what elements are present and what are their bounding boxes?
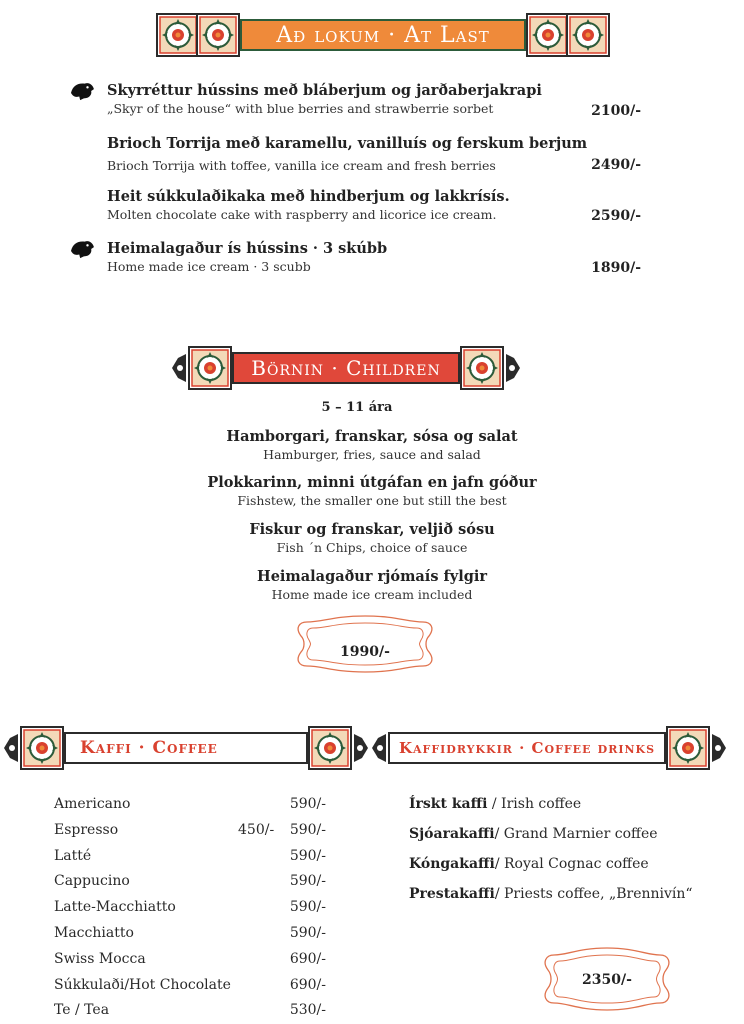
puffin-icon	[68, 80, 96, 102]
dessert-name: Heimalagaður ís hússins · 3 skúbb	[107, 240, 388, 257]
dessert-description: Brioch Torrija with toffee, vanilla ice cream and fresh berries	[107, 158, 496, 173]
coffee-item	[54, 925, 326, 947]
children-item	[0, 520, 744, 556]
children-item	[0, 567, 744, 603]
children-item-description: Fish ´n Chips, choice of sauce	[276, 540, 468, 555]
children-section-title: Börnin · Children	[232, 352, 460, 384]
dessert-description: „Skyr of the house“ with blue berries and strawberrie sorbet	[107, 101, 494, 116]
children-item-name: Hamborgari, franskar, sósa og salat	[226, 428, 518, 445]
coffee-name: Te / Tea	[54, 1002, 110, 1018]
dessert-price: 1890/-	[591, 260, 641, 276]
rosette-ornament-icon	[156, 13, 200, 57]
coffee-drinks-section-title: Kaffidrykkir · Coffee drinks	[388, 732, 666, 764]
dessert-price: 2490/-	[591, 157, 641, 173]
coffee-price: 590/-	[289, 899, 326, 915]
coffee-price: 590/-	[289, 822, 326, 838]
coffee-drink-name: Kóngakaffi	[409, 856, 495, 872]
coffee-price-small: 450/-	[238, 822, 275, 838]
dessert-name: Brioch Torrija með karamellu, vanilluís og ferskum berjum	[107, 135, 588, 152]
coffee-item	[54, 899, 326, 921]
dessert-price: 2590/-	[591, 208, 641, 224]
rosette-ornament-icon	[196, 13, 240, 57]
coffee-item	[54, 822, 326, 844]
children-price: 1990/-	[340, 644, 390, 660]
coffee-price: 590/-	[289, 925, 326, 941]
coffee-drink-description: / Grand Marnier coffee	[494, 826, 658, 842]
children-age	[0, 398, 744, 417]
dessert-name: Heit súkkulaðikaka með hindberjum og lakkrísís.	[107, 188, 510, 205]
puffin-icon	[68, 238, 96, 260]
coffee-price: 590/-	[289, 848, 326, 864]
children-item-description: Hamburger, fries, sauce and salad	[263, 447, 481, 462]
dessert-item	[107, 240, 647, 275]
rosette-ornament-icon	[20, 726, 64, 770]
rosette-ornament-icon	[526, 13, 570, 57]
children-item-description: Fishstew, the smaller one but still the best	[237, 493, 507, 508]
dessert-banner	[156, 13, 610, 57]
dessert-item	[107, 188, 647, 223]
coffee-name: Latté	[54, 848, 92, 864]
coffee-item	[54, 951, 326, 973]
coffee-drink-name: Írskt kaffi	[409, 796, 488, 812]
bracket-ornament-icon	[710, 730, 728, 766]
coffee-price: 590/-	[289, 796, 326, 812]
bracket-ornament-icon	[352, 730, 370, 766]
rosette-ornament-icon	[666, 726, 710, 770]
coffee-drink-item	[409, 856, 649, 872]
coffee-drink-description: / Priests coffee, „Brennivín“	[494, 886, 693, 902]
coffee-name: Swiss Mocca	[54, 951, 146, 967]
coffee-drink-description: / Royal Cognac coffee	[494, 856, 649, 872]
bracket-ornament-icon	[170, 350, 188, 386]
coffee-name: Americano	[54, 796, 131, 812]
coffee-name: Súkkulaði/Hot Chocolate	[54, 977, 231, 993]
coffee-drink-name: Sjóarakaffi	[409, 826, 495, 842]
dessert-description: Home made ice cream · 3 scubb	[107, 259, 311, 274]
dessert-section-title: Að lokum · At Last	[240, 19, 526, 51]
children-item-name: Fiskur og franskar, veljið sósu	[249, 521, 495, 538]
coffee-item	[54, 977, 326, 999]
children-item	[0, 473, 744, 509]
coffee-name: Cappucino	[54, 873, 130, 889]
coffee-drink-item	[409, 886, 693, 902]
dessert-item	[107, 82, 647, 117]
coffee-price: 530/-	[289, 1002, 326, 1018]
rosette-ornament-icon	[460, 346, 504, 390]
coffee-banner	[2, 726, 370, 770]
children-age-text: 5 – 11 ára	[321, 400, 393, 415]
coffee-item	[54, 848, 326, 870]
coffee-drink-item	[409, 796, 581, 812]
coffee-price: 590/-	[289, 873, 326, 889]
bracket-ornament-icon	[370, 730, 388, 766]
coffee-drinks-price: 2350/-	[582, 972, 632, 988]
children-item-description: Home made ice cream included	[271, 587, 473, 602]
coffee-price: 690/-	[289, 977, 326, 993]
bracket-ornament-icon	[504, 350, 522, 386]
coffee-section-title: Kaffi · Coffee	[64, 732, 308, 764]
rosette-ornament-icon	[308, 726, 352, 770]
coffee-drink-description: / Irish coffee	[487, 796, 582, 812]
coffee-name: Latte-Macchiatto	[54, 899, 176, 915]
coffee-drink-item	[409, 826, 658, 842]
coffee-name: Macchiatto	[54, 925, 134, 941]
coffee-item	[54, 873, 326, 895]
bracket-ornament-icon	[2, 730, 20, 766]
coffee-drink-name: Prestakaffi	[409, 886, 495, 902]
coffee-price: 690/-	[289, 951, 326, 967]
rosette-ornament-icon	[188, 346, 232, 390]
coffee-name: Espresso	[54, 822, 119, 838]
dessert-description: Molten chocolate cake with raspberry and licorice ice cream.	[107, 207, 497, 222]
dessert-name: Skyrréttur hússins með bláberjum og jarðaberjakrapi	[107, 82, 542, 99]
children-item-name: Heimalagaður rjómaís fylgir	[257, 568, 487, 585]
children-banner	[170, 346, 522, 390]
children-item-name: Plokkarinn, minni útgáfan en jafn góður	[207, 474, 537, 491]
rosette-ornament-icon	[566, 13, 610, 57]
children-item	[0, 427, 744, 463]
dessert-price: 2100/-	[591, 103, 641, 119]
coffee-drinks-banner	[370, 726, 728, 770]
dessert-item	[107, 135, 647, 174]
coffee-item	[54, 1002, 326, 1024]
coffee-item	[54, 796, 326, 818]
